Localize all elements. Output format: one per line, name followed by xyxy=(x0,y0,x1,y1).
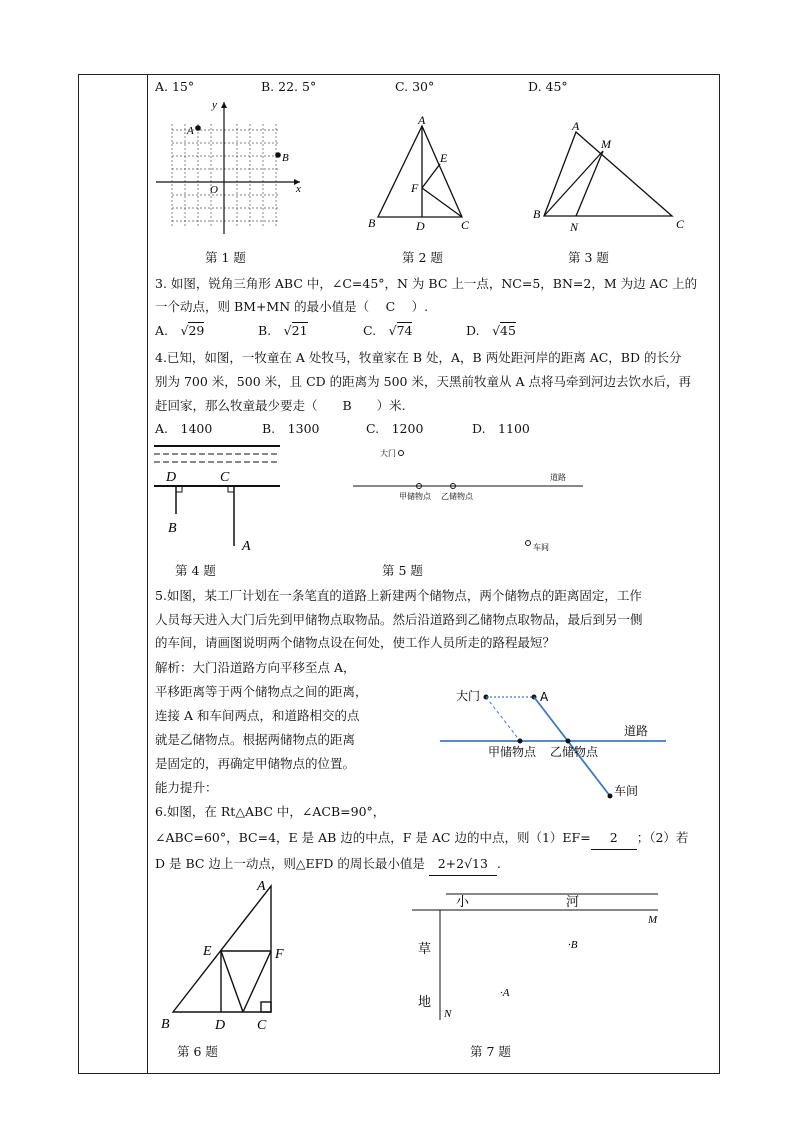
fig4-label-c: C xyxy=(220,470,230,485)
fig3-caption: 第 3 题 xyxy=(568,250,609,265)
figure-6-triangle xyxy=(155,878,285,1038)
fig1-origin-label: O xyxy=(210,184,218,196)
fig2-caption: 第 2 题 xyxy=(402,250,443,265)
fig7-label-m: M xyxy=(648,914,658,926)
q2-option-d: D. 45° xyxy=(528,79,568,94)
fig7-grass-char-1: 草 xyxy=(418,941,432,956)
fig7-river-char-2: 河 xyxy=(566,894,580,909)
fig7-label-b: ·B xyxy=(568,939,578,951)
q5-line-1: 5.如图，某工厂计划在一条笔直的道路上新建两个储物点，两个储物点的距离固定，工作 xyxy=(155,588,642,603)
fig7-label-n: N xyxy=(444,1008,452,1020)
table-column-divider xyxy=(147,74,148,1074)
q6-line-3: D 是 BC 边上一动点，则△EFD 的周长最小值是 2+2√13 . xyxy=(155,852,715,876)
q3-option-b: B. √21 xyxy=(258,323,308,338)
fig1-point-b xyxy=(275,152,281,158)
fig1-label-b: B xyxy=(282,152,289,164)
fig2-label-d: D xyxy=(416,219,425,233)
fig6-label-e: E xyxy=(203,944,212,959)
fig7-label-a: ·A xyxy=(500,987,510,999)
q3-option-d: D. √45 xyxy=(466,323,516,338)
q5-solution-1: 解析：大门沿道路方向平移至点 A， xyxy=(155,660,356,675)
q6-line-2: ∠ABC=60°，BC=4，E 是 AB 边的中点，F 是 AC 边的中点，则（1）EF= 2 ；（2）若 xyxy=(155,826,715,850)
fig3-label-m: M xyxy=(601,137,611,151)
figure-1-grid xyxy=(150,96,310,241)
fig6-label-a: A xyxy=(257,879,266,894)
fig5-depot-a: 甲储物点 xyxy=(399,492,431,501)
q6-answer-1: 2 xyxy=(591,826,637,850)
fig1-caption: 第 1 题 xyxy=(205,250,246,265)
fig7-caption: 第 7 题 xyxy=(470,1044,511,1059)
figure-5-road xyxy=(345,440,585,560)
q4-option-b: B. 1300 xyxy=(262,421,320,436)
q2-option-c: C. 30° xyxy=(395,79,435,94)
fig5b-workshop: 车间 xyxy=(614,784,639,798)
fig2-label-c: C xyxy=(461,218,470,232)
q2-option-a: A. 15° xyxy=(155,79,195,94)
fig5b-gate-label: 大门 xyxy=(456,689,481,703)
fig5b-point-a: A xyxy=(540,690,549,704)
q4-line-3: 赶回家，那么牧童最少要走（ B ）米. xyxy=(155,398,406,413)
fig3-label-a: A xyxy=(572,119,580,133)
q5-solution-3: 连接 A 和车间两点，和道路相交的点 xyxy=(155,708,360,723)
fig4-caption: 第 4 题 xyxy=(175,563,216,578)
figure-7-river-grass xyxy=(408,886,663,1026)
fig2-label-a: A xyxy=(418,113,426,127)
fig2-label-b: B xyxy=(368,216,376,230)
q5-line-2: 人员每天进入大门后先到甲储物点取物品。然后沿道路到乙储物点取物品，最后到另一侧 xyxy=(155,612,643,627)
fig5b-road-label: 道路 xyxy=(624,724,649,738)
fig6-label-d: D xyxy=(215,1018,226,1033)
q3-option-a: A. √29 xyxy=(155,323,205,338)
fig4-label-d: D xyxy=(166,470,177,485)
q4-option-d: D. 1100 xyxy=(472,421,530,436)
q5-solution-4: 就是乙储物点。根据两储物点的距离 xyxy=(155,732,356,747)
fig5-road-label: 道路 xyxy=(550,473,566,482)
fig2-label-e: E xyxy=(440,151,448,165)
fig1-label-a: A xyxy=(187,125,194,137)
fig5-workshop: 车间 xyxy=(533,543,549,552)
q3-line-1: 3. 如图，锐角三角形 ABC 中，∠C=45°，N 为 BC 上一点，NC=5，BN=2，M 为边 AC 上的 xyxy=(155,276,698,291)
fig5-gate-label: 大门 xyxy=(380,449,396,458)
fig4-label-a: A xyxy=(242,539,251,554)
fig6-label-b: B xyxy=(161,1017,170,1032)
q2-option-b: B. 22. 5° xyxy=(261,79,317,94)
fig4-label-b: B xyxy=(168,521,177,536)
figure-3-triangle xyxy=(528,118,693,238)
fig5b-depot-a: 甲储物点 xyxy=(488,745,537,759)
figure-5-solution xyxy=(440,680,680,805)
fig6-label-c: C xyxy=(257,1018,267,1033)
fig5b-depot-b: 乙储物点 xyxy=(550,745,599,759)
fig5-caption: 第 5 题 xyxy=(382,563,423,578)
q4-line-2: 别为 700 米，500 米，且 CD 的距离为 500 米，天黑前牧童从 A 点将马牵到河边去饮水后，再 xyxy=(155,374,691,389)
q4-option-a: A. 1400 xyxy=(155,421,213,436)
fig6-label-f: F xyxy=(275,947,284,962)
fig2-label-f: F xyxy=(411,181,419,195)
fig6-caption: 第 6 题 xyxy=(177,1044,218,1059)
ability-heading: 能力提升： xyxy=(155,780,218,795)
fig1-point-a xyxy=(195,125,201,131)
q5-solution-5: 是固定的，再确定甲储物点的位置。 xyxy=(155,756,356,771)
figure-4-river xyxy=(150,440,290,555)
q5-line-3: 的车间，请画图说明两个储物点设在何处，使工作人员所走的路程最短？ xyxy=(155,635,556,650)
fig3-label-b: B xyxy=(533,207,541,221)
q5-solution-2: 平移距离等于两个储物点之间的距离， xyxy=(155,684,368,699)
figure-2-triangle xyxy=(362,112,482,237)
q6-line-1: 6.如图，在 Rt△ABC 中，∠ACB=90°， xyxy=(155,804,386,819)
q4-line-1: 4.已知，如图，一牧童在 A 处牧马，牧童家在 B 处，A，B 两处距河岸的距离 AC，BD 的长分 xyxy=(155,350,682,365)
q4-option-c: C. 1200 xyxy=(366,421,424,436)
fig5-depot-b: 乙储物点 xyxy=(441,492,473,501)
fig7-river-char-1: 小 xyxy=(456,894,470,909)
fig1-y-label: y xyxy=(212,99,217,111)
q3-line-2: 一个动点，则 BM+MN 的最小值是（ C ）. xyxy=(155,299,429,314)
fig7-grass-char-2: 地 xyxy=(418,994,432,1009)
q6-answer-2: 2+2√13 xyxy=(429,852,497,876)
q3-option-c: C. √74 xyxy=(363,323,413,338)
fig3-label-n: N xyxy=(570,220,579,234)
fig1-x-label: x xyxy=(296,183,301,195)
fig3-label-c: C xyxy=(676,217,685,231)
